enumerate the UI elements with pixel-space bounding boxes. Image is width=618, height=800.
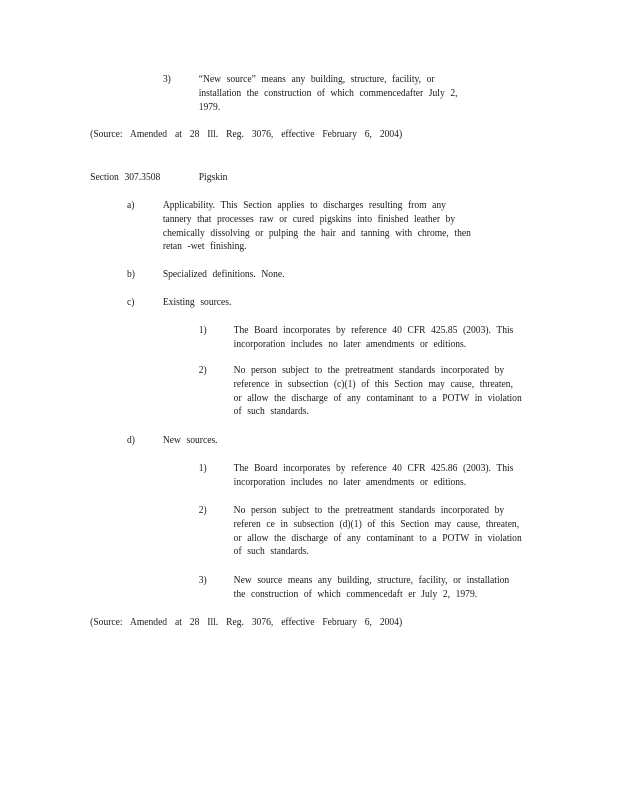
section-title: Pigskin	[198, 172, 228, 183]
item-number: 3)	[198, 575, 207, 586]
c1-first-line: The Board incorporates by reference 40 CFR 425.85 (2003). This incorporation includes no later amendments or editions.	[233, 325, 514, 350]
item-text: “New source” means any building, structure, facility, or installation the construction of which commencedafter July 2, 1979.	[198, 74, 458, 113]
d2-item-text: No person subject to the pretreatment standards incorporated by referen ce in subsection (d)(1) of this Section may cause, threaten, or allow the discharge of any contaminant to a POTW in violation of such standards.	[233, 505, 522, 558]
item-number: 2)	[198, 365, 207, 376]
c2-item-text: No person subject to the pretreatment standards incorporated by reference in subsection (c)(1) of this Section may cause, threaten, or allow the discharge of any contaminant to a POTW in violation of such standards.	[233, 365, 522, 418]
section-number: Section 307.3508	[90, 172, 161, 183]
subsection-text: Specialized definitions. None.	[162, 269, 285, 280]
subsection-text: Existing sources.	[162, 297, 232, 308]
item-number: 3)	[162, 74, 171, 85]
subsection-label: c)	[126, 297, 135, 308]
source-note: (Source: Amended at 28 Ill. Reg. 3076, effective February 6, 2004)	[90, 617, 403, 628]
subsection-label: b)	[126, 269, 135, 280]
subsection-text: Applicability. This Section applies to discharges resulting from any tannery that processes raw or cured pigskins into finished leather by chemically dissolving or pulping the hair and tanning with chrome, then retan -wet finishing.	[162, 200, 471, 253]
item-number: 1)	[198, 325, 207, 336]
item-number: 1)	[198, 463, 207, 474]
d1-item-text: The Board incorporates by reference 40 CFR 425.86 (2003). This incorporation includes no later amendments or editions.	[233, 463, 514, 488]
item-number: 2)	[198, 505, 207, 516]
subsection-label: d)	[126, 435, 135, 446]
source-note: (Source: Amended at 28 Ill. Reg. 3076, effective February 6, 2004)	[90, 129, 403, 140]
d3-item-text: New source means any building, structure, facility, or installation the construction of which commencedaft er July 2, 1979.	[233, 575, 510, 600]
subsection-text: New sources.	[162, 435, 218, 446]
subsection-label: a)	[126, 200, 135, 211]
